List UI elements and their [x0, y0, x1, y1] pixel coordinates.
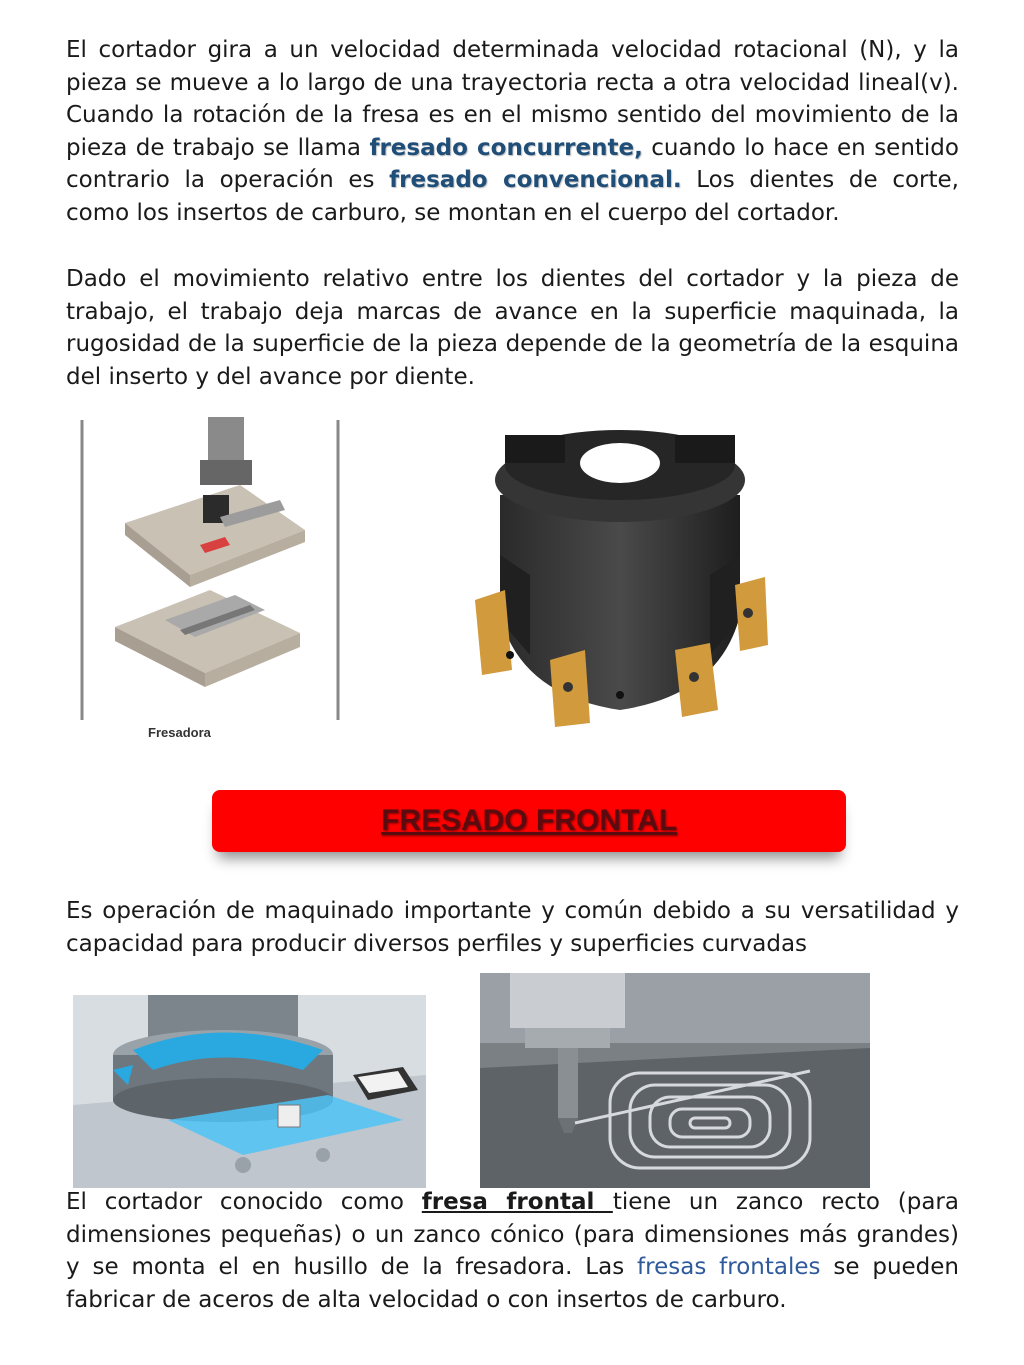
intro-text-2: cuando lo hace en sentido contrario la operación es: [66, 134, 959, 193]
milling-diagram-image: [70, 405, 355, 750]
term-fresado-concurrente: fresado concurrente,: [369, 134, 643, 161]
milling-diagram-caption: Fresadora: [148, 725, 211, 740]
face-mill-cutter-image: [460, 405, 780, 735]
fresa-text-1: El cortador conocido como: [66, 1189, 422, 1215]
fresa-text-2: tiene un zanco recto (para dimensiones pequeñas) o un zanco cónico (para dimensiones más grandes) y se monta el en husillo de la fresadora. Las: [66, 1189, 959, 1280]
face-milling-illustration-image: [73, 995, 426, 1188]
frontal-intro-paragraph: Es operación de maquinado importante y común debido a su versatilidad y capacidad para producir diversos perfiles y superficies curvadas: [66, 898, 959, 957]
fresa-frontal-paragraph: [66, 1186, 959, 1316]
face-milling-illustration-figure: [73, 995, 426, 1188]
section-title: FRESADO FRONTAL: [380, 804, 678, 837]
fresa-text-3: se pueden fabricar de aceros de alta velocidad o con insertos de carburo.: [66, 1254, 959, 1313]
end-mill-machining-figure: [480, 973, 870, 1188]
term-fresado-convencional: fresado convencional.: [389, 167, 682, 193]
intro-text-3: Los dientes de corte, como los insertos de carburo, se montan en el cuerpo del cortador.: [66, 167, 959, 226]
movement-paragraph: Dado el movimiento relativo entre los dientes del cortador y la pieza de trabajo, el trabajo deja marcas de avance en la superficie maquinada, la rugosidad de la superficie de la pieza depende de la geometría de la esquina del inserto y del avance por diente.: [66, 266, 959, 390]
intro-paragraph: [66, 34, 959, 229]
term-fresas-frontales: fresas frontales: [637, 1254, 821, 1280]
end-mill-machining-image: [480, 973, 870, 1188]
intro-text-1: El cortador gira a un velocidad determinada velocidad rotacional (N), y la pieza se mueve a lo largo de una trayectoria recta a otra velocidad lineal(v). Cuando la rotación de la fresa es en el mismo sentido del movimiento de la pieza de trabajo se llama: [66, 37, 959, 161]
section-title-banner: [212, 790, 846, 852]
term-fresa-frontal: fresa frontal: [421, 1189, 613, 1215]
milling-diagram-figure: [70, 405, 355, 750]
face-mill-cutter-figure: [460, 405, 780, 735]
